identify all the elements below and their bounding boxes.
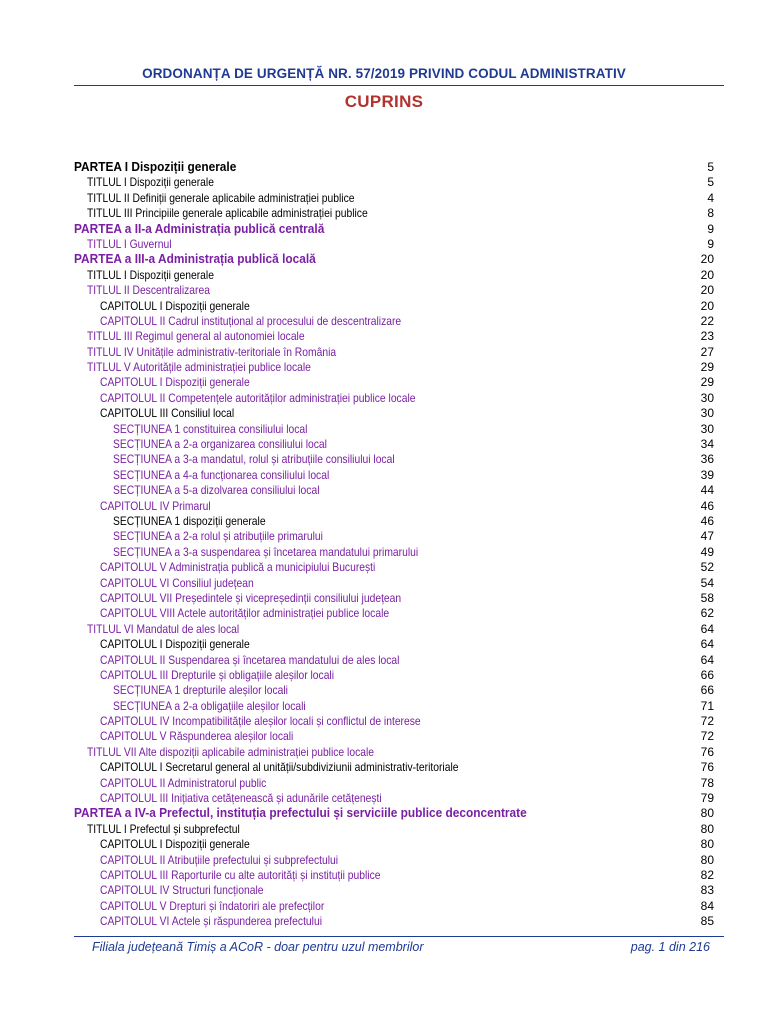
toc-entry-label: CAPITOLUL I Dispoziții generale [100,375,250,390]
toc-entry-label: TITLUL II Definiții generale aplicabile administrației publice [87,190,355,205]
toc-entry-label: CAPITOLUL I Dispoziții generale [100,637,250,652]
toc-entry[interactable] [0,175,768,190]
toc-entry-label: CAPITOLUL VII Președintele și vicepreședinții consiliului județean [100,590,402,605]
toc-entry-page: 52 [700,560,714,575]
toc-entry-label: TITLUL III Principiile generale aplicabile administrației publice [87,206,368,221]
toc-entry[interactable] [0,529,768,544]
toc-entry-label: PARTEA a III-a Administrația publică locală [74,252,316,267]
toc-entry-page: 20 [700,267,714,282]
toc-entry[interactable] [0,837,768,852]
toc-entry-page: 20 [700,252,714,267]
toc-entry-page: 22 [700,313,714,328]
table-of-contents [0,160,768,930]
toc-entry[interactable] [0,806,768,821]
toc-entry-page: 82 [700,867,714,882]
toc-entry[interactable] [0,268,768,283]
toc-entry[interactable] [0,452,768,467]
toc-entry-label: SECȚIUNEA 1 constituirea consiliului local [113,421,308,436]
toc-entry-page: 49 [700,544,714,559]
toc-entry[interactable] [0,683,768,698]
toc-entry-page: 36 [700,452,714,467]
toc-entry[interactable] [0,868,768,883]
toc-entry[interactable] [0,883,768,898]
toc-entry-label: TITLUL V Autoritățile administrației publice locale [87,360,311,375]
toc-entry-page: 84 [700,898,714,913]
toc-entry[interactable] [0,499,768,514]
toc-entry-page: 30 [700,406,714,421]
toc-entry[interactable] [0,422,768,437]
toc-entry[interactable] [0,899,768,914]
toc-entry-page: 46 [700,498,714,513]
toc-entry-page: 58 [700,590,714,605]
toc-entry-page: 64 [700,637,714,652]
toc-entry[interactable] [0,729,768,744]
toc-entry[interactable] [0,252,768,267]
toc-entry-label: PARTEA I Dispoziții generale [74,160,237,174]
toc-entry[interactable] [0,375,768,390]
toc-entry[interactable] [0,745,768,760]
toc-entry-page: 44 [700,483,714,498]
toc-entry-page: 23 [700,329,714,344]
toc-entry-label: CAPITOLUL V Administrația publică a municipiului București [100,560,376,575]
toc-entry-label: CAPITOLUL I Dispoziții generale [100,837,250,852]
toc-entry[interactable] [0,591,768,606]
toc-entry-page: 34 [700,437,714,452]
toc-entry-label: CAPITOLUL VI Consiliul județean [100,575,254,590]
toc-entry-page: 29 [700,360,714,375]
toc-entry-page: 78 [700,775,714,790]
toc-entry[interactable] [0,914,768,929]
toc-entry-page: 29 [700,375,714,390]
footer-note: Filiala județeană Timiș a ACoR - doar pentru uzul membrilor [92,940,424,954]
toc-entry-page: 79 [700,791,714,806]
toc-entry[interactable] [0,345,768,360]
toc-entry-label: SECȚIUNEA a 2-a obligațiile aleșilor locali [113,698,306,713]
toc-entry[interactable] [0,360,768,375]
toc-entry-page: 4 [707,190,714,205]
toc-entry[interactable] [0,222,768,237]
toc-entry-page: 20 [700,283,714,298]
toc-entry-label: TITLUL I Dispoziții generale [87,175,214,190]
toc-entry-label: SECȚIUNEA 1 drepturile aleșilor locali [113,683,288,698]
toc-entry-page: 30 [700,421,714,436]
toc-entry-page: 80 [700,806,714,821]
toc-entry[interactable] [0,314,768,329]
toc-entry-page: 76 [700,744,714,759]
toc-entry-label: PARTEA a IV-a Prefectul, instituția prefectului și serviciile publice deconcentrate [74,806,527,821]
toc-entry[interactable] [0,160,768,175]
toc-entry[interactable] [0,437,768,452]
toc-entry[interactable] [0,406,768,421]
toc-entry-page: 47 [700,529,714,544]
toc-entry[interactable] [0,576,768,591]
toc-entry-page: 5 [707,175,714,190]
document-heading: CUPRINS [344,92,424,111]
toc-entry-label: TITLUL I Dispoziții generale [87,267,214,282]
toc-entry-page: 46 [700,513,714,528]
toc-entry[interactable] [0,714,768,729]
toc-entry[interactable] [0,191,768,206]
toc-entry[interactable] [0,668,768,683]
toc-entry-label: TITLUL II Descentralizarea [87,283,210,298]
toc-entry[interactable] [0,791,768,806]
toc-entry-label: CAPITOLUL V Drepturi și îndatoriri ale prefecților [100,898,325,913]
toc-entry-label: CAPITOLUL II Cadrul instituțional al procesului de descentralizare [100,313,402,328]
toc-entry-page: 8 [707,206,714,221]
toc-entry-page: 27 [700,344,714,359]
toc-entry-label: CAPITOLUL III Raporturile cu alte autorități și instituții publice [100,867,381,882]
toc-entry[interactable] [0,606,768,621]
toc-entry-page: 66 [700,683,714,698]
toc-entry-page: 30 [700,390,714,405]
toc-entry[interactable] [0,776,768,791]
toc-entry[interactable] [0,283,768,298]
toc-entry-label: CAPITOLUL VI Actele și răspunderea prefectului [100,914,323,929]
toc-entry-page: 54 [700,575,714,590]
toc-entry-label: SECȚIUNEA a 3-a mandatul, rolul și atribuțiile consiliului local [113,452,395,467]
footer-rule [74,936,724,937]
toc-entry-label: TITLUL III Regimul general al autonomiei locale [87,329,305,344]
toc-entry[interactable] [0,653,768,668]
toc-entry-label: SECȚIUNEA a 4-a funcționarea consiliului local [113,467,330,482]
toc-entry[interactable] [0,560,768,575]
toc-entry-page: 62 [700,606,714,621]
toc-entry[interactable] [0,545,768,560]
toc-entry[interactable] [0,853,768,868]
page-header-title: ORDONANȚA DE URGENȚĂ NR. 57/2019 PRIVIND CODUL ADMINISTRATIV [142,66,626,81]
toc-entry-page: 64 [700,652,714,667]
toc-entry-label: TITLUL I Prefectul și subprefectul [87,821,240,836]
toc-entry-label: CAPITOLUL VIII Actele autorităților administrației publice locale [100,606,390,621]
toc-entry[interactable] [0,760,768,775]
toc-entry[interactable] [0,329,768,344]
toc-entry-page: 76 [700,760,714,775]
toc-entry[interactable] [0,483,768,498]
toc-entry[interactable] [0,514,768,529]
toc-entry-label: TITLUL IV Unitățile administrativ-teritoriale în România [87,344,337,359]
toc-entry-label: SECȚIUNEA a 5-a dizolvarea consiliului local [113,483,320,498]
toc-entry[interactable] [0,237,768,252]
toc-entry[interactable] [0,299,768,314]
toc-entry-page: 39 [700,467,714,482]
toc-entry-label: CAPITOLUL II Atribuțiile prefectului și subprefectului [100,852,339,867]
toc-entry[interactable] [0,206,768,221]
toc-entry-page: 72 [700,729,714,744]
toc-entry-label: CAPITOLUL IV Incompatibilitățile aleșilor locali și conflictul de interese [100,714,421,729]
page-number: pag. 1 din 216 [630,940,710,954]
toc-entry-label: TITLUL VI Mandatul de ales local [87,621,240,636]
toc-entry-label: CAPITOLUL IV Structuri funcționale [100,883,264,898]
toc-entry[interactable] [0,468,768,483]
toc-entry[interactable] [0,699,768,714]
toc-entry-label: SECȚIUNEA a 2-a rolul și atribuțiile primarului [113,529,323,544]
header-rule [74,85,724,86]
toc-entry-label: CAPITOLUL I Secretarul general al unității/subdiviziunii administrativ-teritoriale [100,760,459,775]
toc-entry-label: SECȚIUNEA a 2-a organizarea consiliului local [113,437,327,452]
toc-entry-label: CAPITOLUL III Drepturile și obligațiile aleșilor locali [100,667,335,682]
toc-entry-page: 72 [700,714,714,729]
toc-entry-page: 9 [707,236,714,251]
toc-entry[interactable] [0,622,768,637]
toc-entry-label: CAPITOLUL II Administratorul public [100,775,267,790]
toc-entry-label: TITLUL VII Alte dispoziții aplicabile administrației publice locale [87,744,374,759]
toc-entry-page: 85 [700,914,714,929]
toc-entry-label: SECȚIUNEA 1 dispoziții generale [113,513,266,528]
toc-entry-label: CAPITOLUL II Suspendarea și încetarea mandatului de ales local [100,652,400,667]
toc-entry-page: 20 [700,298,714,313]
toc-entry-page: 9 [707,221,714,236]
toc-entry-page: 80 [700,821,714,836]
toc-entry-label: PARTEA a II-a Administrația publică centrală [74,221,325,236]
toc-entry-page: 64 [700,621,714,636]
toc-entry-label: CAPITOLUL IV Primarul [100,498,211,513]
toc-entry[interactable] [0,637,768,652]
toc-entry-label: CAPITOLUL I Dispoziții generale [100,298,250,313]
toc-entry[interactable] [0,391,768,406]
toc-entry-label: SECȚIUNEA a 3-a suspendarea și încetarea mandatului primarului [113,544,419,559]
toc-entry-label: CAPITOLUL III Inițiativa cetățenească și adunările cetățenești [100,791,382,806]
toc-entry-page: 71 [700,698,714,713]
toc-entry-label: CAPITOLUL V Răspunderea aleșilor locali [100,729,294,744]
toc-entry-label: TITLUL I Guvernul [87,236,172,251]
toc-entry-page: 66 [700,667,714,682]
toc-entry-label: CAPITOLUL III Consiliul local [100,406,235,421]
toc-entry-page: 80 [700,837,714,852]
toc-entry[interactable] [0,822,768,837]
toc-entry-page: 80 [700,852,714,867]
toc-entry-page: 83 [700,883,714,898]
toc-entry-label: CAPITOLUL II Competențele autorităților administrației publice locale [100,390,416,405]
toc-entry-page: 5 [707,160,714,174]
